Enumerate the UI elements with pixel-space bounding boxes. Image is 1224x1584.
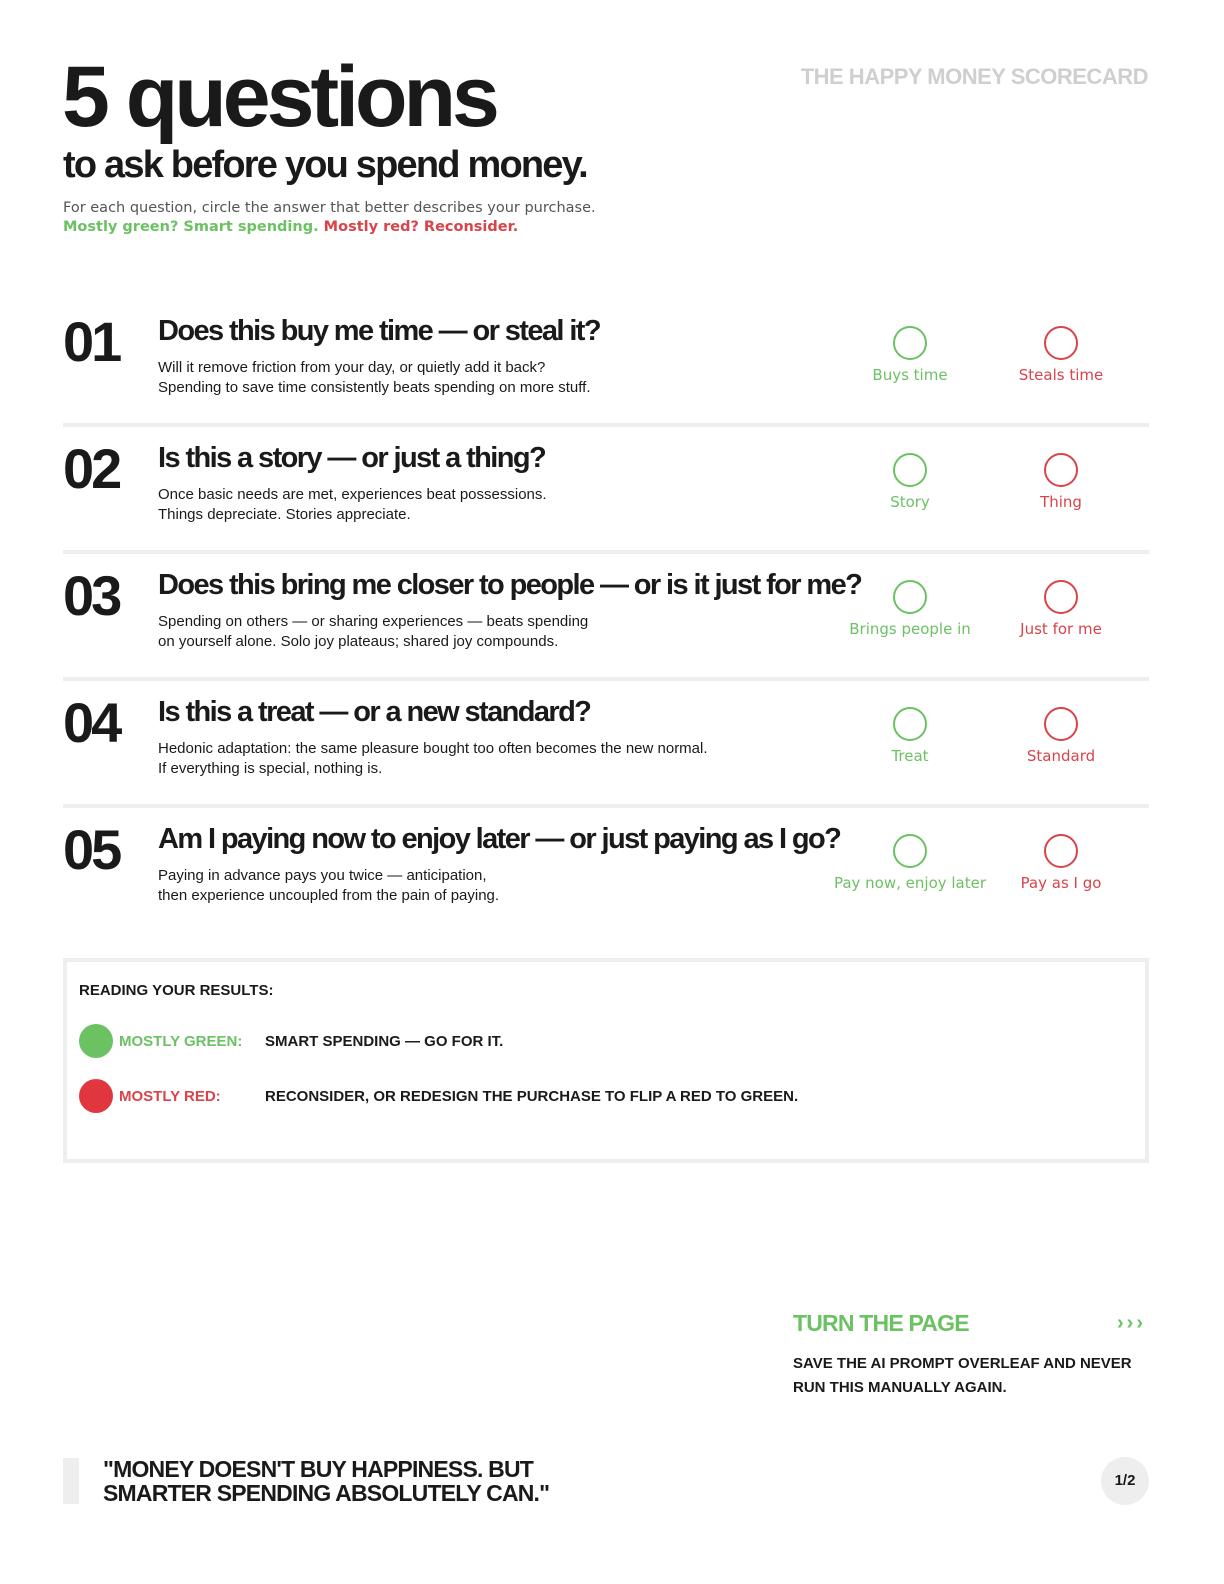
question-description	[158, 739, 708, 779]
question-title: Is this a treat — or a new standard?	[158, 696, 591, 728]
red-answer-label: Just for me	[1020, 620, 1102, 638]
intro-legend	[63, 219, 518, 235]
chevron-right-icon[interactable]: ›››	[1117, 1312, 1146, 1334]
quote-bar	[63, 1458, 79, 1504]
red-note: Mostly red? Reconsider.	[323, 219, 519, 235]
description-line: on yourself alone. Solo joy plateaus; shared joy compounds.	[158, 633, 559, 650]
red-answer-option[interactable]	[966, 453, 1156, 511]
green-key: MOSTLY GREEN:	[119, 1033, 243, 1050]
description-line: If everything is special, nothing is.	[158, 760, 383, 777]
page-number-badge: 1/2	[1101, 1457, 1149, 1505]
turn-page-title: TURN THE PAGE	[793, 1310, 969, 1336]
red-dot-icon	[79, 1079, 113, 1113]
description-line: Will it remove friction from your day, or quietly add it back?	[158, 359, 546, 376]
red-circle-icon[interactable]	[1044, 707, 1078, 741]
question-number: 02	[63, 437, 120, 500]
description-line: Once basic needs are met, experiences beat possessions.	[158, 486, 547, 503]
green-circle-icon[interactable]	[893, 580, 927, 614]
results-green-row	[79, 1024, 1129, 1058]
question-number: 01	[63, 310, 120, 373]
red-answer-option[interactable]	[966, 326, 1156, 384]
question-row	[63, 554, 1149, 681]
red-circle-icon[interactable]	[1044, 453, 1078, 487]
green-answer-label: Buys time	[872, 366, 948, 384]
red-answer-label: Steals time	[1018, 366, 1104, 384]
quote-line: SMARTER SPENDING ABSOLUTELY CAN."	[103, 1480, 550, 1506]
description-line: Spending on others — or sharing experiences — beats spending	[158, 613, 589, 630]
question-row	[63, 300, 1149, 427]
red-answer-label: Thing	[1040, 493, 1082, 511]
footer-quote	[103, 1457, 549, 1505]
red-value: RECONSIDER, OR REDESIGN THE PURCHASE TO FLIP A RED TO GREEN.	[265, 1088, 799, 1105]
question-title: Is this a story — or just a thing?	[158, 442, 546, 474]
question-title: Does this buy me time — or steal it?	[158, 315, 600, 347]
green-circle-icon[interactable]	[893, 707, 927, 741]
green-answer-label: Pay now, enjoy later	[833, 874, 987, 892]
page-title: 5 questions	[62, 49, 496, 145]
description-line: Hedonic adaptation: the same pleasure bought too often becomes the new normal.	[158, 740, 708, 757]
quote-line: "MONEY DOESN'T BUY HAPPINESS. BUT	[103, 1456, 534, 1482]
question-description	[158, 358, 590, 398]
red-answer-option[interactable]	[966, 834, 1156, 892]
intro-text: For each question, circle the answer that better describes your purchase.	[63, 200, 596, 216]
question-row	[63, 427, 1149, 554]
brand-title: THE HAPPY MONEY SCORECARD	[800, 64, 1148, 89]
green-note: Mostly green? Smart spending.	[63, 219, 319, 235]
red-circle-icon[interactable]	[1044, 580, 1078, 614]
description-line: Paying in advance pays you twice — anticipation,	[158, 867, 487, 884]
question-description	[158, 866, 499, 906]
red-answer-label: Standard	[1026, 747, 1096, 765]
green-answer-label: Story	[890, 493, 930, 511]
question-number: 03	[63, 564, 120, 627]
green-circle-icon[interactable]	[893, 453, 927, 487]
description-line: then experience uncoupled from the pain of paying.	[158, 887, 500, 904]
results-red-row	[79, 1079, 1129, 1113]
green-dot-icon	[79, 1024, 113, 1058]
red-circle-icon[interactable]	[1044, 326, 1078, 360]
red-answer-option[interactable]	[966, 580, 1156, 638]
question-number: 05	[63, 818, 120, 881]
turn-page-text: SAVE THE AI PROMPT OVERLEAF AND NEVER RUN THIS MANUALLY AGAIN.	[793, 1355, 1132, 1396]
question-description	[158, 612, 588, 652]
green-answer-label: Brings people in	[849, 620, 971, 638]
question-row	[63, 681, 1149, 808]
green-value: SMART SPENDING — GO FOR IT.	[265, 1033, 504, 1050]
red-circle-icon[interactable]	[1044, 834, 1078, 868]
green-circle-icon[interactable]	[893, 834, 927, 868]
results-title: READING YOUR RESULTS:	[79, 982, 274, 999]
description-line: Spending to save time consistently beats spending on more stuff.	[158, 379, 591, 396]
red-answer-option[interactable]	[966, 707, 1156, 765]
question-title: Am I paying now to enjoy later — or just paying as I go?	[158, 823, 841, 855]
green-answer-label: Treat	[891, 747, 929, 765]
question-description	[158, 485, 547, 525]
question-title: Does this bring me closer to people — or is it just for me?	[158, 569, 862, 601]
description-line: Things depreciate. Stories appreciate.	[158, 506, 411, 523]
results-box	[63, 958, 1149, 1163]
red-key: MOSTLY RED:	[119, 1088, 221, 1105]
question-number: 04	[63, 691, 120, 754]
question-row	[63, 808, 1149, 935]
green-circle-icon[interactable]	[893, 326, 927, 360]
red-answer-label: Pay as I go	[1020, 874, 1102, 892]
questions-list	[63, 300, 1149, 935]
page-subtitle: to ask before you spend money.	[63, 144, 587, 186]
